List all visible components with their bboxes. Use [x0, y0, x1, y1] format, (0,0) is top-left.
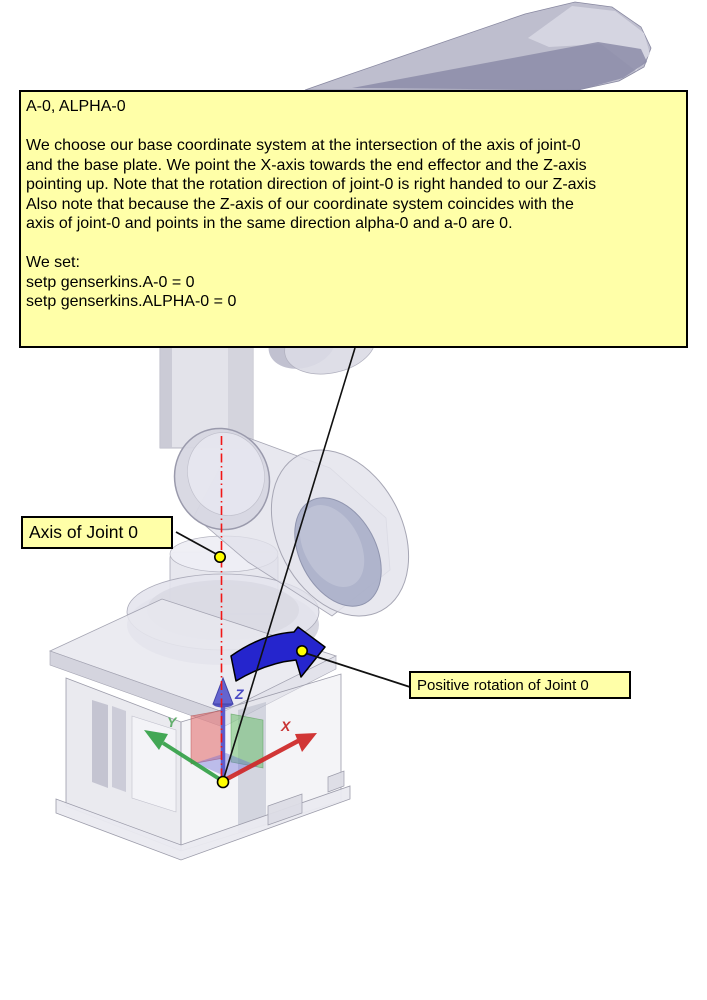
- base-slot: [92, 700, 108, 788]
- y-axis-label: Y: [167, 714, 177, 730]
- robot-column-left-shade: [160, 338, 172, 448]
- note-text-line: Also note that because the Z-axis of our coordinate system coincides with the: [26, 195, 574, 213]
- x-axis-label: X: [281, 718, 291, 734]
- note-text-line: pointing up. Note that the rotation direction of joint-0 is right handed to our Z-axis: [26, 176, 597, 193]
- note-text-line: setp genserkins.ALPHA-0 = 0: [26, 293, 237, 310]
- rotation-point-marker: [297, 646, 307, 656]
- origin-marker: [218, 777, 229, 788]
- note-text-line: [26, 117, 682, 137]
- axis-point-marker: [215, 552, 225, 562]
- note-text-line: and the base plate. We point the X-axis towards the end effector and the Z-axis: [26, 156, 587, 174]
- base-slot: [112, 706, 126, 792]
- z-axis-label: Z: [235, 686, 244, 702]
- note-text-line: We set:: [26, 254, 80, 271]
- note-body: [26, 117, 682, 312]
- note-text-line: axis of joint-0 and points in the same direction alpha-0 and a-0 are 0.: [26, 215, 513, 232]
- note-box: [19, 90, 688, 348]
- note-title: A-0, ALPHA-0: [26, 98, 126, 115]
- base-window: [132, 716, 176, 812]
- note-text-line: [26, 234, 682, 254]
- note-text-line: setp genserkins.A-0 = 0: [26, 273, 195, 291]
- positive-rotation-label: Positive rotation of Joint 0: [409, 671, 631, 699]
- note-text-line: We choose our base coordinate system at the intersection of the axis of joint-0: [26, 137, 581, 154]
- axis-of-joint-label: Axis of Joint 0: [21, 516, 173, 549]
